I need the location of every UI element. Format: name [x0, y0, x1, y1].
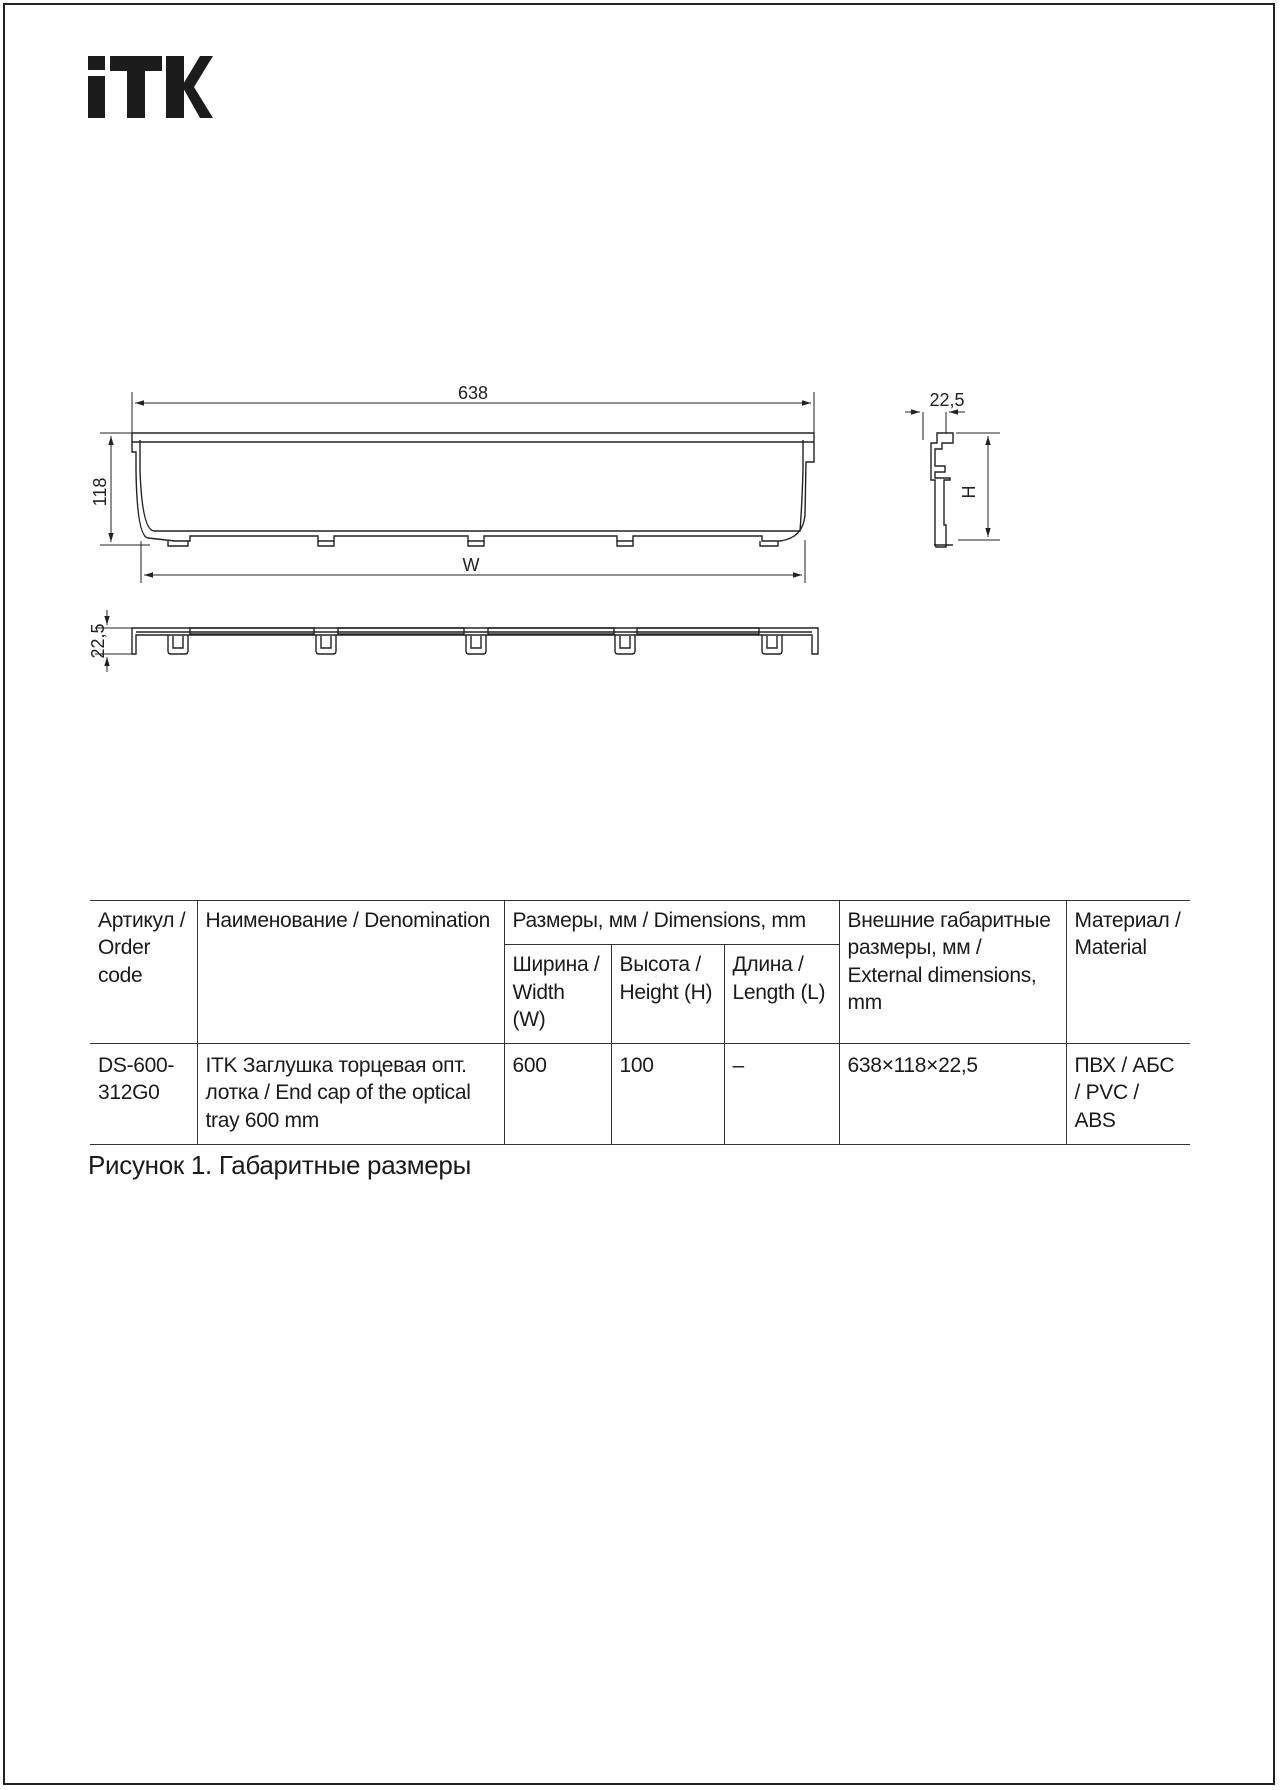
dim-height-label: 118: [90, 477, 110, 507]
spec-table: [90, 900, 1190, 1145]
bottom-view: [132, 628, 818, 654]
header-height: Высота / Height (H): [611, 945, 724, 1044]
cell-material: ПВХ / АБС / PVC / ABS: [1066, 1044, 1190, 1145]
figure-caption: Рисунок 1. Габаритные размеры: [88, 1150, 471, 1180]
header-external: Внешние габаритные размеры, мм / External dimensions, mm: [839, 901, 1066, 1044]
cell-height: 100: [611, 1044, 724, 1145]
side-depth-label: 22,5: [929, 390, 965, 410]
header-width: Ширина / Width (W): [504, 945, 611, 1044]
header-material: Материал / Material: [1066, 901, 1190, 1044]
technical-drawing: [0, 0, 1280, 700]
cell-external: 638×118×22,5: [839, 1044, 1066, 1145]
bottom-depth-label: 22,5: [88, 623, 108, 659]
cell-name: ITK Заглушка торцевая опт. лотка / End cap of the optical tray 600 mm: [197, 1044, 504, 1145]
header-length: Длина / Length (L): [724, 945, 839, 1044]
dim-length-label: 638: [457, 383, 489, 403]
side-view: [931, 433, 953, 547]
header-name: Наименование / Denomination: [197, 901, 504, 1044]
front-view: [132, 433, 814, 546]
cell-width: 600: [504, 1044, 611, 1145]
dim-width-label: W: [462, 555, 480, 575]
cell-length: –: [724, 1044, 839, 1145]
header-dimensions: Размеры, мм / Dimensions, mm: [504, 901, 839, 945]
table-row: [90, 1044, 1190, 1145]
cell-code: DS-600-312G0: [90, 1044, 197, 1145]
side-dims: [905, 412, 1000, 540]
header-code: Артикул / Order code: [90, 901, 197, 1044]
side-height-label: H: [959, 485, 979, 499]
